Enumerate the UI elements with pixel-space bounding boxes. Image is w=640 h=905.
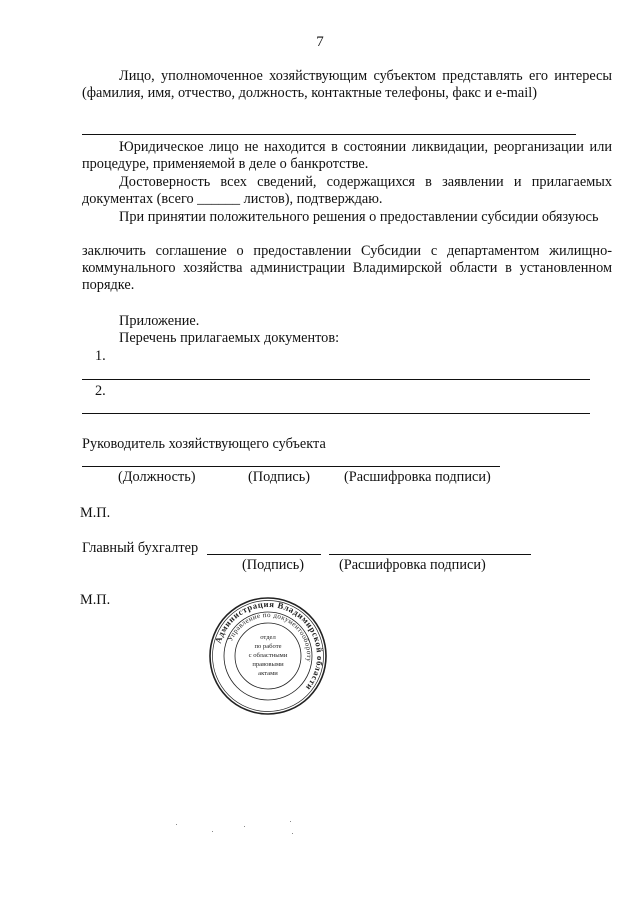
head-signature-line [82, 466, 500, 467]
head-position-caption: (Должность) [118, 469, 196, 485]
obligation-paragraph-end: заключить соглашение о предоставлении Субсидии с департаментом жилищно-коммунального хозяйства администрации Владимирской области в установленном порядке. [82, 243, 612, 293]
accountant-decoding-caption: (Расшифровка подписи) [339, 557, 486, 573]
stamp-center-line-2: по работе [254, 643, 282, 650]
accountant-signature-line [207, 554, 321, 555]
representative-fill-line [82, 134, 576, 135]
head-signature-caption: (Подпись) [248, 469, 311, 485]
not-bankrupt-paragraph: Юридическое лицо не находится в состоянии ликвидации, реорганизации или процедуре, применяемой в деле о банкротстве. [82, 139, 612, 172]
stamp-center-line-5: актами [258, 670, 278, 677]
appendix-list-title: Перечень прилагаемых документов: [119, 330, 340, 346]
appendix-item-1: 1. [95, 348, 106, 364]
reliability-paragraph: Достоверность всех сведений, содержащихся в заявлении и прилагаемых документах (всего ______ листов), подтверждаю. [82, 174, 612, 207]
official-stamp [207, 595, 329, 717]
appendix-item-2: 2. [95, 383, 106, 399]
obligation-paragraph-start: При принятии положительного решения о предоставлении субсидии обязуюсь [119, 209, 599, 225]
scan-speck [290, 821, 291, 822]
scan-speck [176, 824, 177, 825]
accountant-decoding-line [329, 554, 531, 555]
stamp-middle-text: Управление по документообороту [226, 610, 314, 663]
scan-speck [244, 826, 245, 827]
stamp-center-line-1: отдел [260, 634, 276, 641]
appendix-item-1-line [82, 379, 590, 380]
head-decoding-caption: (Расшифровка подписи) [344, 469, 491, 485]
head-seal-place: М.П. [80, 505, 111, 521]
head-title: Руководитель хозяйствующего субъекта [82, 436, 326, 452]
accountant-seal-place: М.П. [80, 592, 111, 608]
representative-paragraph: Лицо, уполномоченное хозяйствующим субъектом представлять его интересы (фамилия, имя, отчество, должность, контактные телефоны, факс и e-mail) [82, 68, 612, 101]
scan-speck [212, 831, 213, 832]
stamp-outer-text: Администрация Владимирской области [212, 598, 326, 693]
stamp-center-line-3: с областными [248, 652, 288, 659]
appendix-title: Приложение. [119, 313, 200, 329]
scan-speck [292, 833, 293, 834]
appendix-item-2-line [82, 413, 590, 414]
accountant-signature-caption: (Подпись) [242, 557, 305, 573]
page-number: 7 [316, 34, 324, 50]
accountant-title: Главный бухгалтер [82, 540, 199, 556]
stamp-center-line-4: правовыми [252, 661, 284, 668]
